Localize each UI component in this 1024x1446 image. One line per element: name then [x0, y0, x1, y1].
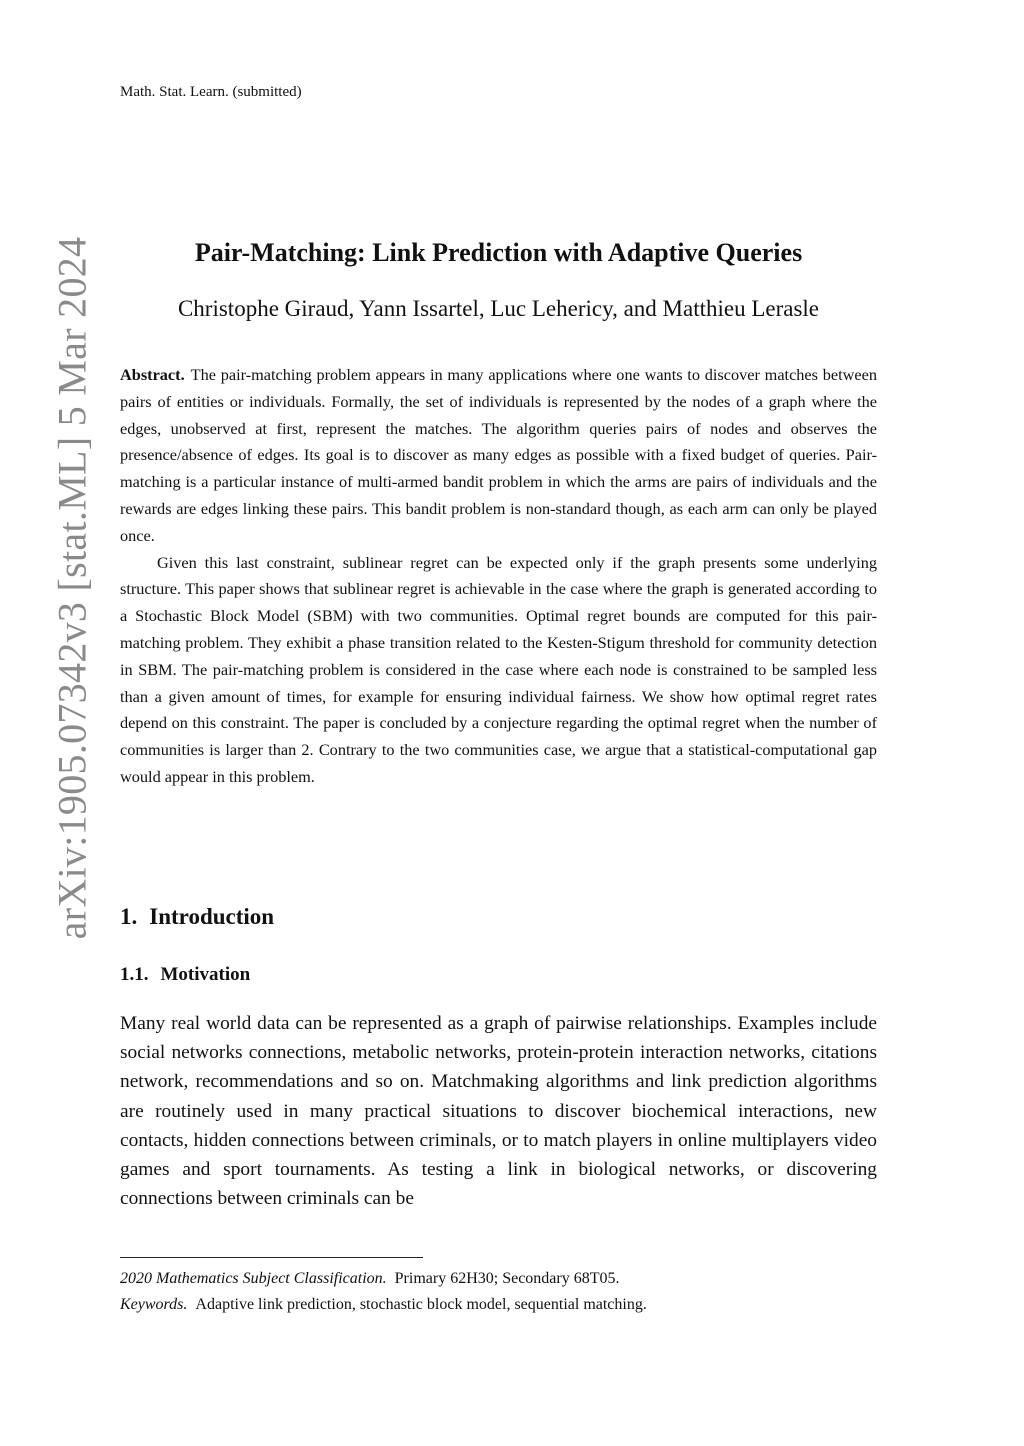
subsection-number: 1.1.	[120, 964, 149, 985]
abstract-paragraph-1	[120, 362, 877, 550]
abstract	[120, 362, 877, 791]
msc-text: Primary 62H30; Secondary 68T05.	[394, 1270, 620, 1287]
author-list: Christophe Giraud, Yann Issartel, Luc Lehericy, and Matthieu Lerasle	[177, 296, 820, 321]
footnotes	[120, 1266, 877, 1318]
keywords-text: Adaptive link prediction, stochastic block model, sequential matching.	[195, 1296, 647, 1313]
footnote-divider	[120, 1257, 423, 1258]
subsection-heading-motivation	[120, 964, 250, 986]
arxiv-identifier-stamp: arXiv:1905.07342v3 [stat.ML] 5 Mar 2024	[49, 236, 95, 940]
section-title: Introduction	[149, 904, 275, 929]
body-paragraph: Many real world data can be represented as a graph of pairwise relationships. Examples include social networks connections, metabolic networks, protein-protein interaction networks, citations network, recommendations and so on. Matchmaking algorithms and link prediction algorithms are routinely used in many practical situations to discover biochemical interactions, new contacts, hidden connections between criminals, or to match players in online multiplayers video games and sport tournaments. As testing a link in biological networks, or discovering connections between criminals can be	[120, 1013, 877, 1210]
section-number: 1.	[120, 904, 138, 929]
subsection-title: Motivation	[160, 964, 251, 985]
abstract-text-1: The pair-matching problem appears in many applications where one wants to discover matches between pairs of entities or individuals. Formally, the set of individuals is represented by the nodes of a graph where the edges, unobserved at first, represent the matches. The algorithm queries pairs of nodes and observes the presence/absence of edges. Its goal is to discover as many edges as possible with a fixed budget of queries. Pair-matching is a particular instance of multi-armed bandit problem in which the arms are pairs of individuals and the rewards are edges linking these pairs. This bandit problem is non-standard though, as each arm can only be played once.	[120, 365, 877, 545]
footnote-msc	[120, 1266, 877, 1292]
keywords-label: Keywords.	[120, 1296, 188, 1313]
running-head: Math. Stat. Learn. (submitted)	[120, 84, 302, 100]
footnote-keywords	[120, 1292, 877, 1318]
msc-label: 2020 Mathematics Subject Classification.	[120, 1270, 387, 1287]
abstract-paragraph-2: Given this last constraint, sublinear regret can be expected only if the graph presents some underlying structure. This paper shows that sublinear regret is achievable in the case where the graph is generated according to a Stochastic Block Model (SBM) with two communities. Optimal regret bounds are computed for this pair-matching problem. They exhibit a phase transition related to the Kesten-Stigum threshold for community detection in SBM. The pair-matching problem is considered in the case where each node is constrained to be sampled less than a given amount of times, for example for ensuring individual fairness. We show how optimal regret rates depend on this constraint. The paper is concluded by a conjecture regarding the optimal regret when the number of communities is larger than 2. Contrary to the two communities case, we argue that a statistical-computational gap would appear in this problem.	[120, 552, 877, 786]
section-heading-introduction	[120, 904, 274, 930]
abstract-label: Abstract.	[120, 365, 185, 384]
paper-title: Pair-Matching: Link Prediction with Adaptive Queries	[194, 238, 803, 267]
